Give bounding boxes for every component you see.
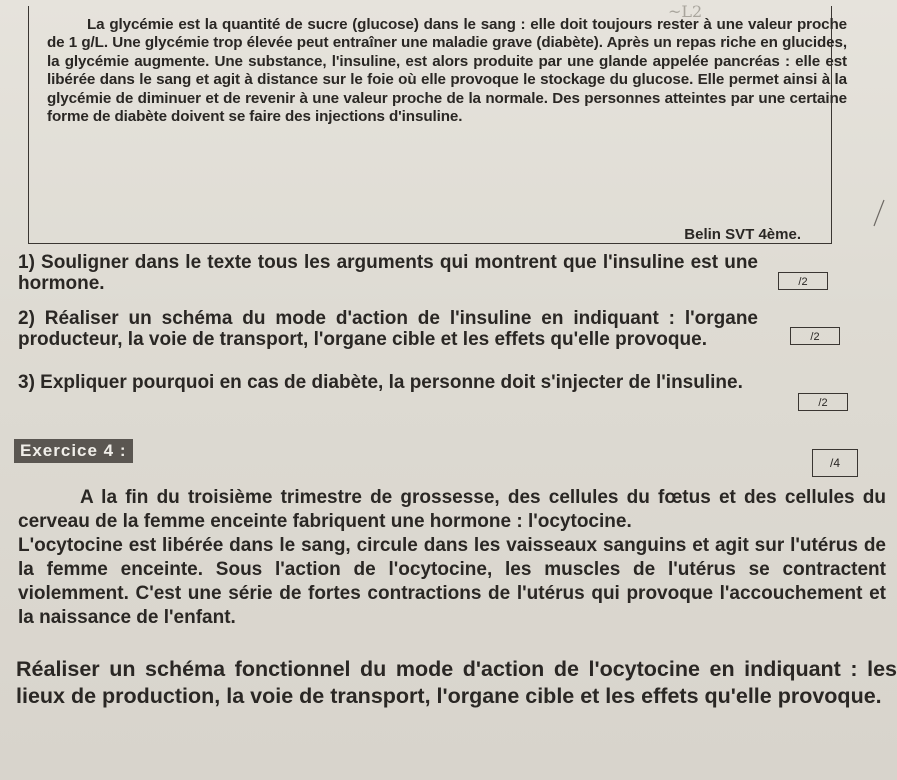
pen-mark-icon (872, 198, 886, 228)
question-1: 1) Souligner dans le texte tous les arguments qui montrent que l'insuline est une hormone. (18, 252, 758, 294)
exercise-4-score-box: /4 (812, 449, 858, 477)
passage-paragraph: La glycémie est la quantité de sucre (glucose) dans le sang : elle doit toujours rester à une valeur proche de 1 g/L. Une glycémie trop élevée peut entraîner une maladie grave (diabète). Après un repas riche en glucides, la glycémie augmente. Une substance, l'insuline, est alors produite par une glande appelée pancréas : elle est libérée dans le sang et agit à distance sur le foie où elle provoque le stockage du glucose. Elle permet ainsi à la glycémie de diminuer et de revenir à une valeur proche de la normale. Des personnes atteintes par une certaine forme de diabète doivent se faire des injections d'insuline. (47, 16, 847, 126)
exercise-4-text (18, 486, 886, 630)
exercise-paragraph-1: A la fin du troisième trimestre de grossesse, des cellules du fœtus et des cellules du cerveau de la femme enceinte fabriquent une hormone : l'ocytocine. (18, 487, 886, 532)
source-citation: Belin SVT 4ème. (684, 226, 801, 243)
question-1-score-box: /2 (778, 272, 828, 290)
handwritten-corner-mark: ~L2 (668, 2, 703, 21)
exercise-4-title: Exercice 4 : (14, 439, 133, 463)
exercise-paragraph-2: L'ocytocine est libérée dans le sang, circule dans les vaisseaux sanguins et agit sur l'utérus de la femme enceinte. Sous l'action de l'ocytocine, les muscles de l'utérus se contractent violemment. C'est une série de fortes contractions de l'utérus qui provoque l'accouchement et la naissance de l'enfant. (18, 535, 886, 628)
question-2: 2) Réaliser un schéma du mode d'action de l'insuline en indiquant : l'organe producteur, la voie de transport, l'organe cible et les effets qu'elle provoque. (18, 308, 758, 350)
passage-text (47, 16, 847, 126)
question-3-score-box: /2 (798, 393, 848, 411)
exercise-4-instruction: Réaliser un schéma fonctionnel du mode d'action de l'ocytocine en indiquant : les lieux de production, la voie de transport, l'organe cible et les effets qu'elle provoque. (16, 657, 897, 708)
passage-box (28, 6, 847, 244)
question-3: 3) Expliquer pourquoi en cas de diabète, la personne doit s'injecter de l'insuline. (18, 372, 743, 393)
question-2-score-box: /2 (790, 327, 840, 345)
